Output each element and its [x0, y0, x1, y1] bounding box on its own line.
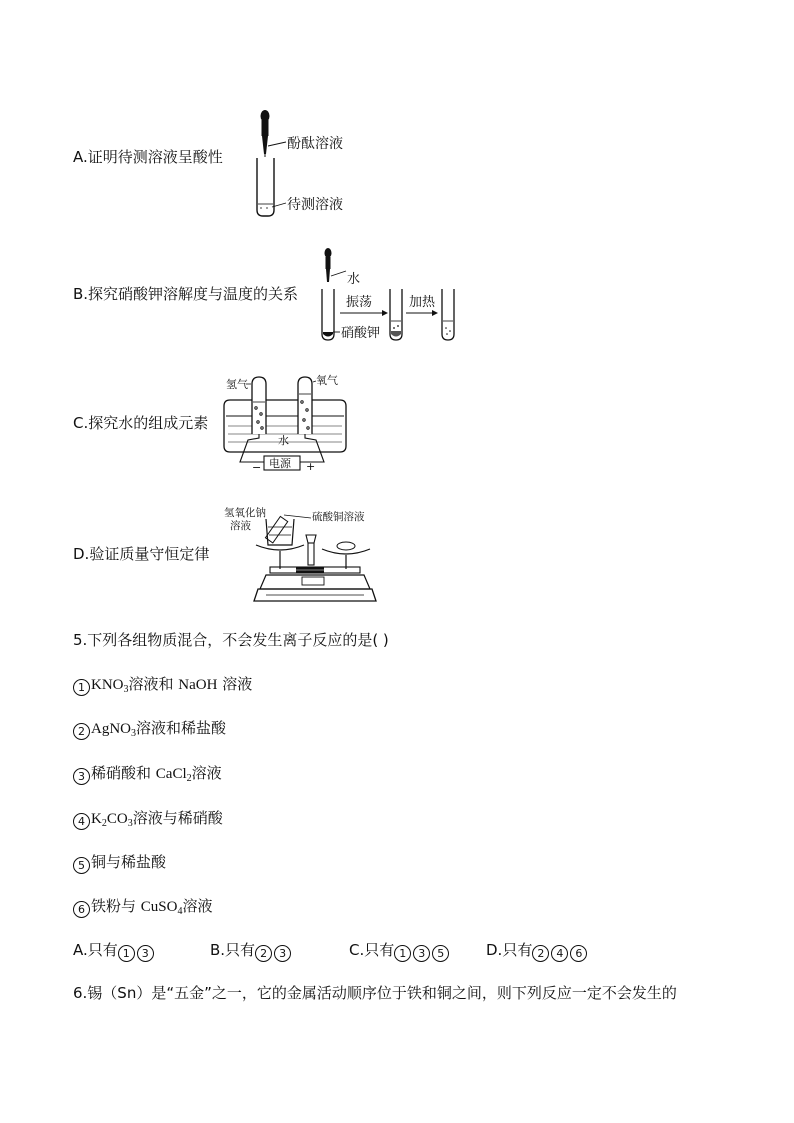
option-d-label-left-1: 氢氧化钠 [224, 507, 266, 519]
option-d-text: D.验证质量守恒定律 [73, 545, 210, 563]
q5-item-3: 3 稀硝酸和 CaCl$_2$溶液 [73, 763, 222, 785]
option-b-label-solid: 硝酸钾 [341, 326, 381, 341]
q5-item-4-number: 4 [73, 813, 90, 830]
option-b-figure [316, 246, 464, 346]
q5-item-3-number: 3 [73, 768, 90, 785]
option-c-text: C.探究水的组成元素 [73, 414, 209, 432]
q5-item-2: 2 AgNO$_3$溶液和稀盐酸 [73, 718, 226, 740]
option-c-label-left-gas: 氢气 [226, 378, 248, 391]
option-c-plus: + [306, 460, 316, 473]
option-c-figure [220, 372, 350, 476]
question-6-stem: 6.锡（Sn）是“五金”之一，它的金属活动顺序位于铁和铜之间，则下列反应一定不会发生的 [73, 984, 677, 1002]
q5-item-5: 5 铜与稀盐酸 [73, 852, 166, 874]
q5-choice-c[interactable]: C.只有 1 3 5 [349, 940, 450, 962]
option-c-label-right-gas: 氧气 [316, 374, 338, 387]
q5-item-2-number: 2 [73, 723, 90, 740]
option-b-text: B.探究硝酸钾溶解度与温度的关系 [73, 285, 299, 303]
option-d-figure [222, 505, 384, 607]
option-c-minus: − [252, 461, 262, 474]
option-b-arrow2-label: 加热 [409, 295, 436, 310]
q5-choice-b[interactable]: B.只有 2 3 [210, 940, 292, 962]
q5-item-5-number: 5 [73, 857, 90, 874]
option-d-label-left-2: 溶液 [230, 520, 251, 532]
q5-item-1: 1 $KNO_3$溶液和 NaOH 溶液 [73, 674, 252, 696]
q5-item-6: 6 铁粉与 CuSO$_4$溶液 [73, 896, 212, 918]
option-a-text: A.证明待测溶液呈酸性 [73, 148, 223, 166]
question-5-stem: 5.下列各组物质混合，不会发生离子反应的是( ) [73, 631, 389, 649]
q5-item-6-number: 6 [73, 901, 90, 918]
option-b-arrow1-label: 振荡 [346, 295, 373, 310]
option-b-label-water: 水 [347, 272, 361, 287]
option-a-label-bottom: 待测溶液 [287, 197, 343, 213]
q5-choice-a[interactable]: A.只有 1 3 [73, 940, 155, 962]
q5-item-1-number: 1 [73, 679, 90, 696]
option-c-label-water: 水 [278, 434, 289, 447]
option-c-label-power: 电源 [269, 457, 291, 470]
q5-choice-d[interactable]: D.只有 2 4 6 [486, 940, 588, 962]
q5-item-4: 4 $K_2CO_3$溶液与稀硝酸 [73, 808, 223, 830]
option-d-label-right: 硫酸铜溶液 [312, 511, 365, 523]
option-a-figure [248, 108, 368, 218]
option-a-label-top: 酚酞溶液 [287, 136, 343, 152]
